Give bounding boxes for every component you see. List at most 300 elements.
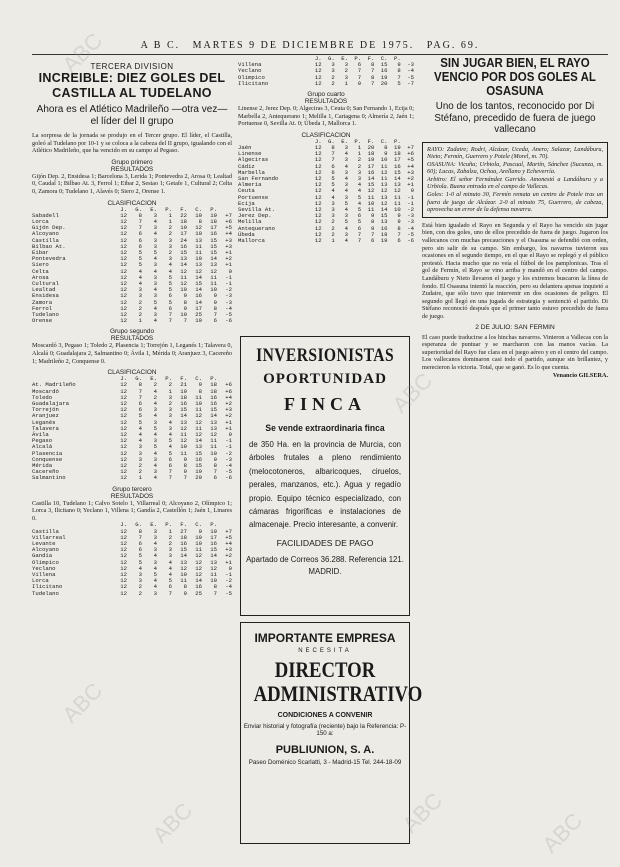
stat-cell: 17 bbox=[210, 533, 217, 541]
stat-cell: 14 bbox=[210, 255, 217, 263]
header-cell: F. bbox=[180, 521, 187, 529]
column-middle bbox=[238, 56, 414, 244]
stat-cell: 2 bbox=[168, 540, 172, 548]
stat-cell: 0 bbox=[228, 431, 232, 439]
stat-cell: 3 bbox=[153, 280, 157, 287]
stat-cell: 9 bbox=[183, 455, 187, 463]
team-name: Bilbao At. bbox=[32, 242, 66, 250]
stat-cell: 16 bbox=[210, 230, 217, 238]
stat-cell: 3 bbox=[138, 443, 142, 451]
stat-cell: 3 bbox=[153, 546, 157, 554]
stat-cell: 15 bbox=[367, 181, 375, 189]
classification-table-g2 bbox=[32, 376, 232, 481]
stat-cell: 5 bbox=[138, 412, 142, 420]
stat-cell: 5 bbox=[331, 181, 335, 189]
stat-cell: 12 bbox=[120, 558, 127, 566]
stat-cell: 12 bbox=[180, 424, 187, 432]
header-cell: P. bbox=[393, 137, 401, 145]
stat-cell: -5 bbox=[225, 468, 232, 476]
stat-cell: 15 bbox=[380, 212, 388, 220]
stat-cell: 3 bbox=[344, 168, 348, 176]
stat-cell: 12 bbox=[120, 564, 127, 572]
stat-cell: 12 bbox=[120, 317, 127, 325]
header-cell: F. bbox=[180, 205, 187, 213]
stat-cell: 7 bbox=[370, 67, 375, 75]
header-cell: G. bbox=[135, 205, 142, 213]
stat-cell: 13 bbox=[393, 181, 401, 189]
stat-cell: 4 bbox=[344, 162, 348, 170]
stat-cell: 14 bbox=[195, 273, 202, 281]
stat-cell: -5 bbox=[225, 311, 232, 319]
stat-cell: 11 bbox=[195, 546, 202, 554]
team-name: Jerez Dep. bbox=[238, 212, 272, 220]
stat-cell: 4 bbox=[153, 474, 157, 482]
header-cell: G. bbox=[135, 375, 142, 383]
header-cell: P. bbox=[393, 55, 401, 62]
stat-cell: +5 bbox=[225, 224, 232, 232]
referee: Arbitro: El señor Fernández Garrido. Amonestó a Landáburu y a Urbiola. Buena entrada en el campo de Vallecas. bbox=[427, 175, 603, 191]
stat-cell: 15 bbox=[195, 280, 202, 287]
team-name: Lorca bbox=[32, 577, 49, 585]
stat-cell: 11 bbox=[393, 199, 401, 207]
stat-cell: 5 bbox=[331, 175, 335, 183]
stat-cell: 17 bbox=[367, 162, 375, 170]
stat-cell: 13 bbox=[380, 193, 388, 201]
stat-cell: 11 bbox=[210, 571, 217, 579]
team-name: Lealtad bbox=[32, 286, 56, 294]
stat-cell: -1 bbox=[225, 443, 232, 451]
stat-cell: +7 bbox=[225, 211, 232, 219]
stat-cell: 12 bbox=[195, 267, 202, 275]
stat-cell: 4 bbox=[153, 412, 157, 420]
stat-cell: 20 bbox=[367, 144, 375, 151]
team-name: Levante bbox=[32, 540, 56, 548]
stat-cell: 12 bbox=[314, 144, 322, 151]
stat-cell: 4 bbox=[168, 261, 172, 269]
stat-cell: 4 bbox=[168, 418, 172, 426]
stat-cell: 12 bbox=[195, 558, 202, 566]
stat-cell: 5 bbox=[138, 255, 142, 263]
stat-cell: 12 bbox=[120, 248, 127, 256]
team-name: Plasencia bbox=[32, 449, 63, 457]
team-name: Sevilla At. bbox=[238, 206, 275, 214]
stat-cell: 3 bbox=[153, 261, 157, 269]
stat-cell: 5 bbox=[168, 437, 172, 445]
team-name: At. Madrileño bbox=[32, 381, 76, 389]
stat-cell: +2 bbox=[225, 552, 232, 560]
stat-cell: 12 bbox=[195, 571, 202, 579]
team-name: Arosa bbox=[32, 273, 49, 281]
stat-cell: 16 bbox=[210, 540, 217, 548]
stat-cell: -1 bbox=[225, 280, 232, 287]
group-title: Grupo segundo bbox=[109, 328, 155, 336]
stat-cell: 16 bbox=[180, 400, 187, 408]
stat-cell: 20 bbox=[380, 79, 388, 87]
stat-cell: 5 bbox=[168, 577, 172, 585]
column-rayo-osasuna bbox=[422, 56, 608, 379]
stat-cell: 19 bbox=[180, 387, 187, 395]
stat-cell: 9 bbox=[213, 292, 217, 300]
stat-cell: 27 bbox=[180, 527, 187, 535]
group-title: Grupo tercero bbox=[112, 485, 152, 493]
stat-cell: 13 bbox=[210, 261, 217, 269]
stat-cell: -2 bbox=[407, 206, 414, 214]
stat-cell: 12 bbox=[195, 418, 202, 426]
lineup-rayo: RAYO: Zudaire; Rodri, Alcázar, Uceda, Anero; Salazar, Landáburu, Nieto; Fermín, Guerrero y Potele (Morel, m. 70). bbox=[427, 145, 603, 161]
stat-cell: 12 bbox=[314, 230, 322, 238]
stat-cell: 12 bbox=[120, 449, 127, 457]
stat-cell: 14 bbox=[195, 437, 202, 445]
stat-cell: 13 bbox=[210, 418, 217, 426]
team-name: Zamora bbox=[32, 298, 53, 306]
stat-cell: 4 bbox=[153, 564, 157, 572]
stat-cell: 5 bbox=[138, 558, 142, 566]
stat-cell: 8 bbox=[213, 304, 217, 312]
stat-cell: 9 bbox=[183, 589, 187, 597]
header-cell: P. bbox=[165, 521, 172, 529]
stat-cell: -3 bbox=[407, 212, 414, 220]
stat-cell: 4 bbox=[138, 267, 142, 275]
stat-cell: -1 bbox=[225, 437, 232, 445]
stat-cell: 15 bbox=[180, 406, 187, 414]
results-title: RESULTADOS bbox=[110, 335, 154, 343]
team-name: Cultural bbox=[32, 280, 59, 287]
stat-cell: 18 bbox=[180, 533, 187, 541]
stat-cell: 3 bbox=[153, 589, 157, 597]
stat-cell: 6 bbox=[168, 304, 172, 312]
team-name: Antequerano bbox=[238, 224, 275, 232]
stat-cell: 18 bbox=[380, 230, 388, 238]
stat-cell: 1 bbox=[344, 79, 348, 87]
stat-cell: 2 bbox=[331, 218, 335, 226]
stat-cell: 3 bbox=[153, 558, 157, 566]
stat-cell: 9 bbox=[357, 79, 362, 87]
stat-cell: 3 bbox=[153, 273, 157, 281]
team-name: Guadalajara bbox=[32, 400, 69, 408]
stat-cell: 19 bbox=[367, 156, 375, 164]
stat-cell: 10 bbox=[195, 211, 202, 219]
issue-date: MARTES 9 DE DICIEMBRE DE 1975. bbox=[192, 40, 415, 51]
stat-cell: 7 bbox=[168, 589, 172, 597]
stat-cell: 18 bbox=[180, 393, 187, 401]
stat-cell: -2 bbox=[225, 577, 232, 585]
stat-cell: 2 bbox=[331, 224, 335, 232]
team-name: Mérida bbox=[32, 462, 53, 470]
stat-cell: -4 bbox=[407, 67, 414, 75]
stat-cell: -4 bbox=[225, 583, 232, 591]
stat-cell: 11 bbox=[367, 193, 375, 201]
stat-cell: 14 bbox=[393, 175, 401, 183]
stat-cell: 11 bbox=[210, 273, 217, 281]
stat-cell: -4 bbox=[225, 462, 232, 470]
team-name: Alcoyano bbox=[32, 230, 59, 238]
stat-cell: 4 bbox=[138, 431, 142, 439]
stat-cell: 15 bbox=[195, 462, 202, 470]
stat-cell: 4 bbox=[153, 462, 157, 470]
stat-cell: 2 bbox=[344, 67, 348, 75]
stat-cell: 4 bbox=[153, 387, 157, 395]
stat-cell: 11 bbox=[180, 431, 187, 439]
stat-cell: 19 bbox=[195, 468, 202, 476]
stat-cell: 10 bbox=[195, 400, 202, 408]
stat-cell: 3 bbox=[168, 406, 172, 414]
header-cell: F. bbox=[180, 375, 187, 383]
stat-cell: +5 bbox=[225, 533, 232, 541]
stat-cell: 14 bbox=[367, 175, 375, 183]
team-name: Lorca bbox=[32, 217, 49, 225]
stat-cell: 14 bbox=[180, 412, 187, 420]
stat-cell: 16 bbox=[180, 540, 187, 548]
stat-cell: 4 bbox=[344, 224, 348, 232]
stat-cell: 18 bbox=[210, 217, 217, 225]
team-name: Ceuta bbox=[238, 187, 255, 195]
stat-cell: 9 bbox=[183, 468, 187, 476]
stat-cell: 16 bbox=[195, 292, 202, 300]
header-cell: G. bbox=[328, 55, 335, 62]
stat-cell: 13 bbox=[380, 181, 388, 189]
stat-cell: 10 bbox=[393, 206, 401, 214]
team-name: Tudelano bbox=[32, 589, 59, 597]
stat-cell: 11 bbox=[180, 449, 187, 457]
stat-cell: 13 bbox=[195, 443, 202, 451]
stat-cell: 7 bbox=[370, 79, 375, 87]
stat-cell: 4 bbox=[138, 280, 142, 287]
stat-cell: 5 bbox=[153, 571, 157, 579]
stat-cell: 3 bbox=[138, 286, 142, 294]
stat-cell: 12 bbox=[120, 311, 127, 319]
stat-cell: 5 bbox=[153, 424, 157, 432]
stat-cell: 12 bbox=[314, 156, 322, 164]
header-cell: E. bbox=[150, 521, 157, 529]
stat-cell: 18 bbox=[393, 150, 401, 158]
stat-cell: 2 bbox=[138, 589, 142, 597]
stat-cell: +3 bbox=[225, 546, 232, 554]
header-cell: G. bbox=[135, 521, 142, 529]
stat-cell: 12 bbox=[120, 217, 127, 225]
stat-cell: 3 bbox=[153, 437, 157, 445]
stat-cell: 4 bbox=[344, 150, 348, 158]
stat-cell: 6 bbox=[168, 462, 172, 470]
stat-cell: 4 bbox=[153, 230, 157, 238]
stat-cell: +1 bbox=[225, 558, 232, 566]
stat-cell: 8 bbox=[370, 73, 375, 81]
team-name: San Fernando bbox=[238, 175, 279, 183]
stat-cell: 8 bbox=[213, 462, 217, 470]
stat-cell: +1 bbox=[225, 424, 232, 432]
stat-cell: 12 bbox=[120, 552, 127, 560]
ad-title: INVERSIONISTAS bbox=[256, 345, 395, 366]
stat-cell: 13 bbox=[195, 261, 202, 269]
ad-title: IMPORTANTE EMPRESA bbox=[254, 631, 396, 645]
stat-cell: 3 bbox=[331, 199, 335, 207]
ad-keyword: FINCA bbox=[284, 394, 366, 414]
stat-cell: 11 bbox=[393, 193, 401, 201]
stat-cell: 9 bbox=[183, 304, 187, 312]
stat-cell: 12 bbox=[314, 187, 322, 195]
watermark: ABC bbox=[57, 677, 108, 728]
stat-cell: -3 bbox=[225, 298, 232, 306]
stat-cell: 12 bbox=[120, 298, 127, 306]
header-cell: P. bbox=[210, 521, 217, 529]
stat-cell: 6 bbox=[138, 540, 142, 548]
header-cell: P. bbox=[165, 205, 172, 213]
stat-cell: +4 bbox=[225, 393, 232, 401]
team-name: Olímpico bbox=[32, 558, 59, 566]
stat-cell: 18 bbox=[180, 217, 187, 225]
stat-cell: -6 bbox=[225, 474, 232, 482]
stat-cell: 8 bbox=[183, 462, 187, 470]
team-name: Gandía bbox=[32, 552, 53, 560]
stat-cell: 15 bbox=[210, 248, 217, 256]
stat-cell: 7 bbox=[370, 230, 375, 238]
stat-cell: 4 bbox=[168, 571, 172, 579]
stat-cell: 8 bbox=[198, 387, 202, 395]
stat-cell: 4 bbox=[168, 443, 172, 451]
stat-cell: 5 bbox=[153, 248, 157, 256]
stat-cell: 4 bbox=[153, 583, 157, 591]
stat-cell: 7 bbox=[213, 311, 217, 319]
stat-cell: 10 bbox=[180, 311, 187, 319]
stat-cell: 4 bbox=[138, 424, 142, 432]
stat-cell: +4 bbox=[225, 540, 232, 548]
stat-cell: 3 bbox=[331, 212, 335, 220]
stat-cell: 5 bbox=[168, 449, 172, 457]
stat-cell: -1 bbox=[225, 571, 232, 579]
team-name: Villarreal bbox=[32, 533, 66, 541]
header-cell: P. bbox=[354, 55, 362, 62]
stat-cell: 15 bbox=[210, 406, 217, 414]
team-name: Portuense bbox=[238, 193, 269, 201]
paper-name: A B C. bbox=[140, 40, 181, 51]
stat-cell: 6 bbox=[138, 400, 142, 408]
stat-cell: 10 bbox=[180, 571, 187, 579]
stat-cell: 9 bbox=[198, 381, 202, 389]
results-title: RESULTADOS bbox=[304, 98, 348, 106]
stat-cell: 7 bbox=[168, 311, 172, 319]
stat-cell: 19 bbox=[210, 211, 217, 219]
stat-cell: 8 bbox=[198, 217, 202, 225]
stat-cell: 12 bbox=[120, 273, 127, 281]
header-cell: P. bbox=[165, 375, 172, 383]
team-name: Jaén bbox=[238, 144, 252, 151]
stat-cell: 11 bbox=[210, 437, 217, 445]
team-name: Cádiz bbox=[238, 162, 255, 170]
stat-cell: 11 bbox=[180, 273, 187, 281]
stat-cell: 11 bbox=[210, 443, 217, 451]
classification-title: CLASIFICACION bbox=[301, 131, 351, 139]
stat-cell: 14 bbox=[180, 261, 187, 269]
stat-cell: -6 bbox=[225, 317, 232, 325]
stat-cell: +6 bbox=[225, 381, 232, 389]
stat-cell: 6 bbox=[213, 317, 217, 325]
team-name: Linense bbox=[238, 150, 262, 158]
stat-cell: 12 bbox=[314, 79, 322, 87]
team-name: Almería bbox=[238, 181, 262, 189]
stat-cell: 2 bbox=[138, 468, 142, 476]
results-text: Gijón Dep. 2, Ensidesa 1; Barcelona 3, Lerida 1; Pontevedra 2, Arosa 0; Lealtad 0, Caudal 1; Bilbao At. 3, Ferrol 1; Eibar 2, Sestao 1; Getafe 1, Cultural 2; Celta 0, Zamora 0; Tudelano 1, Alavés 0; Siero 2, Orense 1. bbox=[32, 172, 232, 195]
stat-cell: 12 bbox=[120, 462, 127, 470]
stat-cell: 16 bbox=[195, 455, 202, 463]
stat-cell: 9 bbox=[397, 218, 401, 226]
header-cell: E. bbox=[150, 205, 157, 213]
header-cell: J. bbox=[120, 521, 127, 529]
stat-cell: 10 bbox=[367, 199, 375, 207]
stat-cell: 4 bbox=[153, 286, 157, 294]
classification-title: CLASIFICACION bbox=[107, 199, 157, 207]
results-title: RESULTADOS bbox=[110, 492, 154, 500]
stat-cell: 12 bbox=[120, 583, 127, 591]
stat-cell: 5 bbox=[138, 261, 142, 269]
stat-cell: 12 bbox=[314, 237, 322, 245]
stat-cell: +2 bbox=[225, 255, 232, 263]
stat-cell: 12 bbox=[314, 168, 322, 176]
team-name: Castilla bbox=[32, 527, 59, 535]
stat-cell: 16 bbox=[380, 67, 388, 75]
stat-cell: 11 bbox=[195, 248, 202, 256]
stat-cell: 12 bbox=[380, 187, 388, 195]
team-name: Ilicitano bbox=[238, 79, 269, 87]
stat-cell: 19 bbox=[210, 527, 217, 535]
ad-instructions: Enviar historial y fotografía (reciente) bajo la Referencia: P-150 a: bbox=[243, 723, 407, 738]
team-name: Moscardó bbox=[32, 387, 59, 395]
stat-cell: 12 bbox=[120, 437, 127, 445]
team-name: Alcalá bbox=[32, 443, 53, 451]
stat-cell: 2 bbox=[138, 304, 142, 312]
ad-subtitle: OPORTUNIDAD bbox=[263, 371, 387, 387]
stat-cell: 12 bbox=[120, 468, 127, 476]
stat-cell: 4 bbox=[138, 564, 142, 572]
ad-address: Paseo Doménico Scarlatti, 3 - Madrid-15 Tel. 244-18-09 bbox=[248, 758, 402, 766]
team-name: Tudelano bbox=[32, 311, 59, 319]
stat-cell: 15 bbox=[380, 61, 388, 69]
stat-cell: +2 bbox=[407, 175, 414, 183]
stat-cell: 8 bbox=[183, 298, 187, 306]
ad-payment: FACILIDADES DE PAGO bbox=[276, 537, 374, 548]
stat-cell: 12 bbox=[120, 577, 127, 585]
subheadline: Ahora es el Atlético Madrileño —otra vez— el líder del II grupo bbox=[36, 104, 228, 127]
table-row bbox=[32, 591, 232, 597]
stat-cell: 2 bbox=[168, 224, 172, 232]
stat-cell: -2 bbox=[225, 449, 232, 457]
watermark: ABC bbox=[147, 797, 198, 848]
stat-cell: 3 bbox=[344, 156, 348, 164]
team-name: Mallorca bbox=[238, 237, 265, 245]
header-cell: C. bbox=[195, 375, 202, 383]
stat-cell: 12 bbox=[120, 443, 127, 451]
stat-cell: 12 bbox=[120, 431, 127, 439]
stat-cell: 4 bbox=[153, 255, 157, 263]
stat-cell: 3 bbox=[168, 236, 172, 244]
stat-cell: 7 bbox=[331, 150, 335, 158]
stat-cell: 2 bbox=[357, 156, 362, 164]
stat-cell: 12 bbox=[314, 218, 322, 226]
stat-cell: 10 bbox=[210, 449, 217, 457]
stat-cell: 9 bbox=[183, 292, 187, 300]
header-cell: E. bbox=[341, 137, 348, 145]
team-name: Úbeda bbox=[238, 230, 255, 238]
stat-cell: 3 bbox=[344, 230, 348, 238]
stat-cell: 12 bbox=[120, 304, 127, 312]
team-name: Gijón Dep. bbox=[32, 224, 66, 232]
stat-cell: 7 bbox=[138, 387, 142, 395]
stat-cell: 7 bbox=[213, 589, 217, 597]
team-name: Ferrol bbox=[32, 304, 53, 312]
results-text: Moscardó 3, Pegaso 1; Toledo 2, Plasencia 1; Torrejón 1, Leganés 1; Talavera 0, Alcalá 0; Guadalajara 2, Salmantino 0; Ávila 1, Mérida 0; Aranjuez 3, Cacereño 1; Madrileño 2, Conquense 0. bbox=[32, 342, 232, 365]
stat-cell: 7 bbox=[168, 468, 172, 476]
stat-cell: 3 bbox=[344, 73, 348, 81]
stat-cell: 3 bbox=[344, 212, 348, 220]
stat-cell: 18 bbox=[210, 387, 217, 395]
